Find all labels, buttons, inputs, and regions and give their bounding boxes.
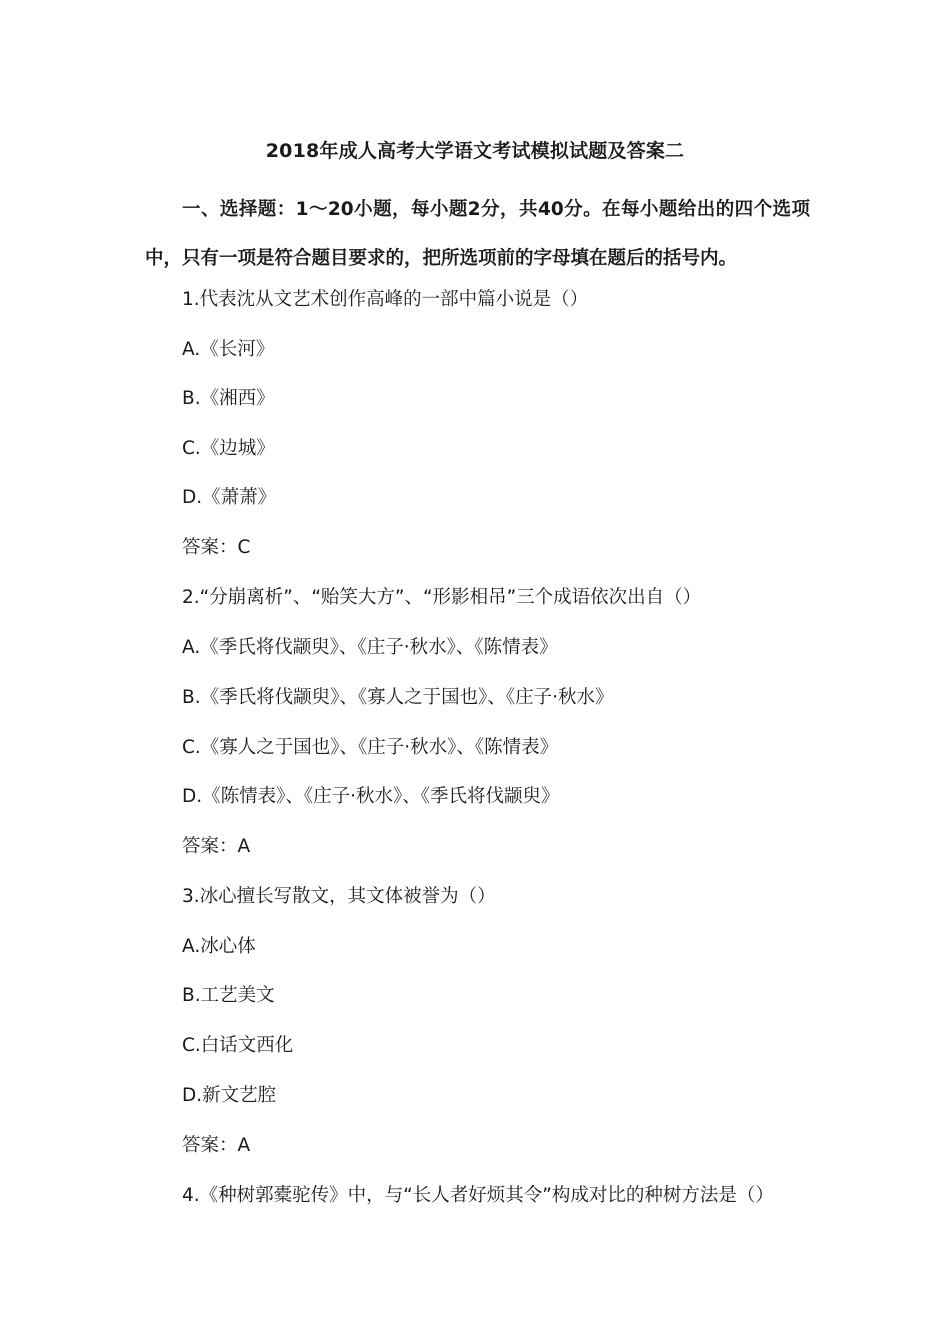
option-3d: D.新文艺腔 (182, 1085, 277, 1106)
option-3a: A.冰心体 (182, 936, 256, 957)
option-2a: A.《季氏将伐颛臾》、《庄子·秋水》、《陈情表》 (182, 637, 558, 658)
answer-1: 答案：C (182, 537, 251, 558)
answer-3: 答案：A (182, 1135, 251, 1156)
option-2d: D.《陈情表》、《庄子·秋水》、《季氏将伐颛臾》 (182, 786, 560, 807)
option-1a: A.《长河》 (182, 339, 275, 360)
option-2b: B.《季氏将伐颛臾》、《寡人之于国也》、《庄子·秋水》 (182, 687, 614, 708)
question-1: 1.代表沈从文艺术创作高峰的一部中篇小说是（） (182, 289, 589, 310)
section-instructions: 一、选择题：1～20小题，每小题2分，共40分。在每小题给出的四个选项中，只有一项是符合题目要求的，把所选项前的字母填在题后的括号内。 (145, 199, 810, 269)
question-4: 4.《种树郭橐驼传》中，与“长人者好烦其令”构成对比的种树方法是（） (182, 1185, 774, 1206)
question-2: 2.“分崩离析”、“贻笑大方”、“形影相吊”三个成语依次出自（） (182, 587, 702, 608)
answer-2: 答案：A (182, 836, 251, 857)
option-3b: B.工艺美文 (182, 985, 275, 1006)
option-1d: D.《萧萧》 (182, 487, 277, 508)
option-3c: C.白话文西化 (182, 1035, 294, 1056)
option-1b: B.《湘西》 (182, 388, 275, 409)
question-3: 3.冰心擅长写散文，其文体被誉为（） (182, 886, 496, 907)
document-title: 2018年成人高考大学语文考试模拟试题及答案二 (265, 140, 685, 162)
option-2c: C.《寡人之于国也》、《庄子·秋水》、《陈情表》 (182, 737, 559, 758)
option-1c: C.《边城》 (182, 438, 275, 459)
